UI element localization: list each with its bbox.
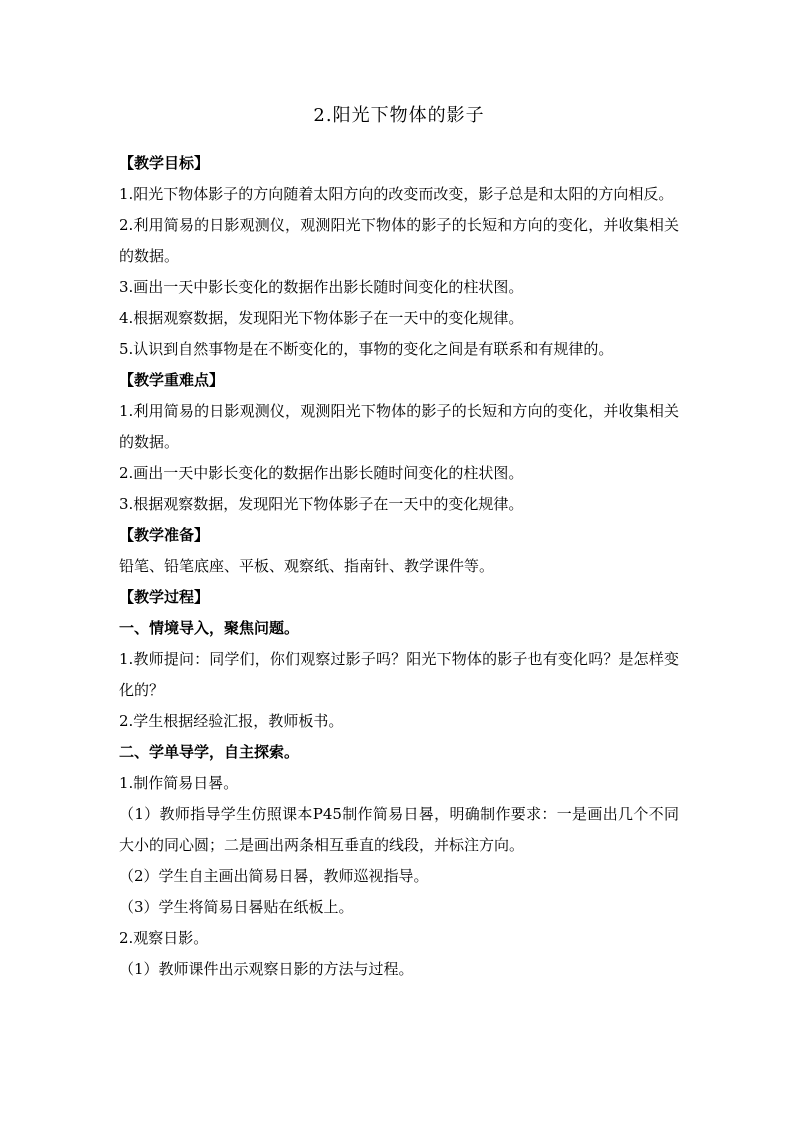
key-point-item: 2.画出一天中影长变化的数据作出影长随时间变化的柱状图。 <box>119 464 524 482</box>
process-item: （1）教师指导学生仿照课本P45制作简易日晷，明确制作要求：一是画出几个不同大小的同心圆；二是画出两条相互垂直的线段，并标注方向。 <box>119 805 679 854</box>
key-point-item: 3.根据观察数据，发现阳光下物体影子在一天中的变化规律。 <box>119 495 524 513</box>
process-item: 2.学生根据经验汇报，教师板书。 <box>119 712 344 730</box>
section-heading-key-points: 【教学重难点】 <box>119 371 225 389</box>
section-heading-process: 【教学过程】 <box>119 588 210 606</box>
key-point-item: 1.利用简易的日影观测仪，观测阳光下物体的影子的长短和方向的变化，并收集相关的数据。 <box>119 402 679 451</box>
process-item: （1）教师课件出示观察日影的方法与过程。 <box>119 960 414 978</box>
section-heading-objectives: 【教学目标】 <box>119 154 210 172</box>
process-item: 1.教师提问：同学们，你们观察过影子吗？阳光下物体的影子也有变化吗？是怎样变化的？ <box>119 650 679 699</box>
preparation-item: 铅笔、铅笔底座、平板、观察纸、指南针、教学课件等。 <box>119 557 495 575</box>
process-item: （2）学生自主画出简易日晷，教师巡视指导。 <box>119 867 429 885</box>
process-subheading: 一、情境导入，聚焦问题。 <box>119 619 300 637</box>
document-title: 2.阳光下物体的影子 <box>313 105 485 126</box>
objective-item: 3.画出一天中影长变化的数据作出影长随时间变化的柱状图。 <box>119 278 524 296</box>
process-subheading: 二、学单导学，自主探索。 <box>119 743 300 761</box>
document-page <box>119 102 679 985</box>
objective-item: 2.利用简易的日影观测仪，观测阳光下物体的影子的长短和方向的变化，并收集相关的数据。 <box>119 216 679 265</box>
process-item: 2.观察日影。 <box>119 929 209 947</box>
objective-item: 4.根据观察数据，发现阳光下物体影子在一天中的变化规律。 <box>119 309 524 327</box>
objective-item: 5.认识到自然事物是在不断变化的，事物的变化之间是有联系和有规律的。 <box>119 340 614 358</box>
section-heading-preparation: 【教学准备】 <box>119 526 210 544</box>
process-item: 1.制作简易日晷。 <box>119 774 239 792</box>
process-item: （3）学生将简易日晷贴在纸板上。 <box>119 898 354 916</box>
objective-item: 1.阳光下物体影子的方向随着太阳方向的改变而改变，影子总是和太阳的方向相反。 <box>119 185 674 203</box>
